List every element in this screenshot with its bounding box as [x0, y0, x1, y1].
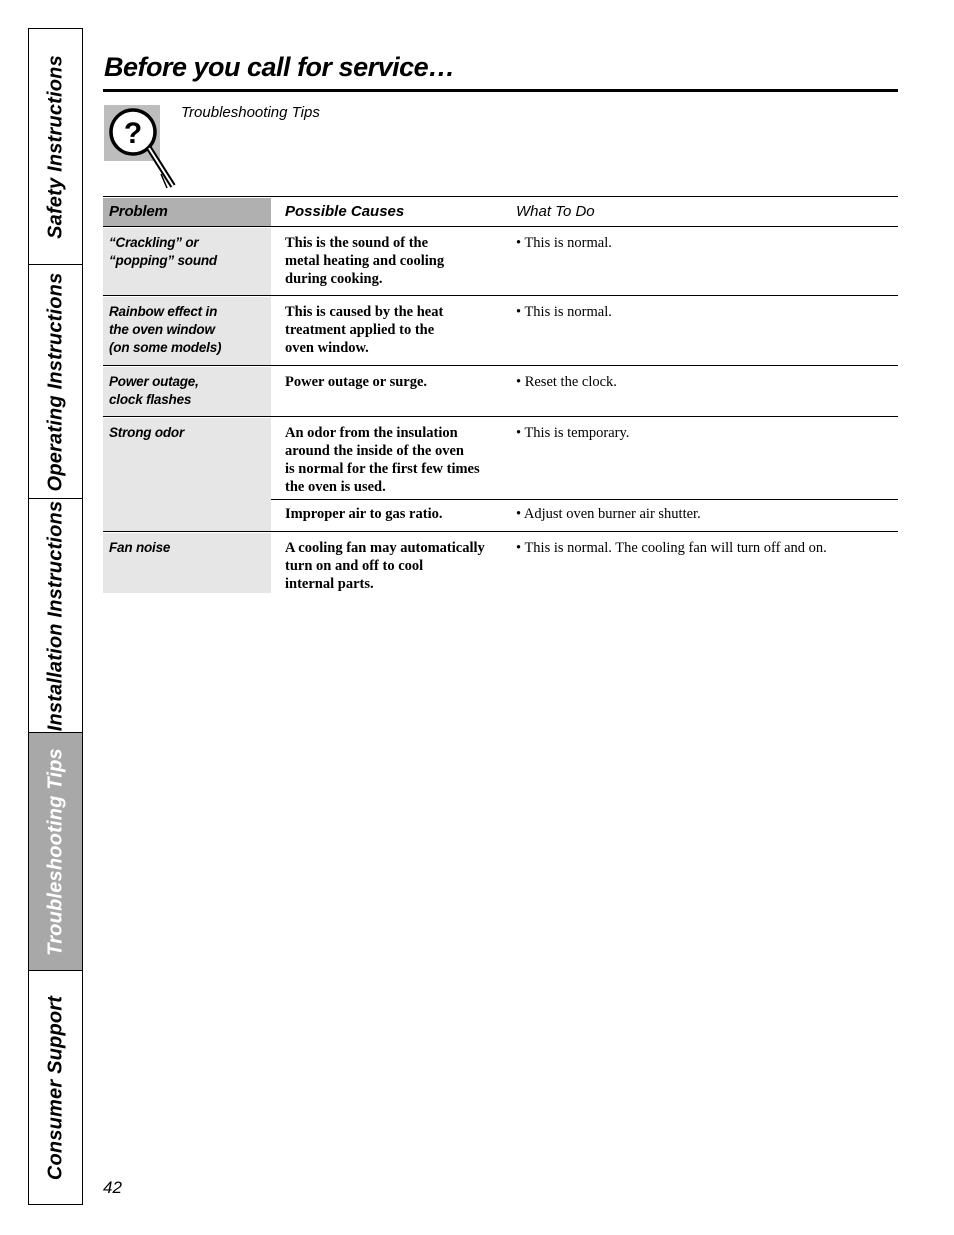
- problem-cell: Rainbow effect in the oven window (on some models): [103, 297, 271, 365]
- table-header-row: [103, 198, 898, 226]
- todo-text: This is normal. The cooling fan will turn off and on.: [524, 540, 827, 556]
- tab-label: Operating Instructions: [44, 272, 66, 491]
- tab-consumer-support[interactable]: [29, 971, 82, 1204]
- tab-troubleshooting-tips[interactable]: [29, 733, 82, 971]
- row-divider: [103, 295, 898, 296]
- problem-cell: Fan noise: [103, 533, 271, 593]
- cause-cell: A cooling fan may automatically turn on and off to cool internal parts.: [285, 540, 485, 592]
- tab-operating-instructions[interactable]: [29, 265, 82, 499]
- table-row: [103, 533, 898, 593]
- todo-cell: • This is temporary.: [516, 425, 630, 441]
- title-rule: [103, 89, 898, 92]
- tab-label: Installation Instructions: [44, 500, 66, 731]
- page-number: 42: [103, 1178, 122, 1197]
- tab-label: Safety Instructions: [44, 54, 66, 239]
- side-tabs: [28, 28, 83, 1205]
- column-header-todo: What To Do: [516, 203, 595, 220]
- todo-cell: • This is normal.: [516, 235, 612, 251]
- page-title: Before you call for service…: [104, 52, 455, 82]
- todo-cell: • This is normal.: [516, 304, 612, 320]
- todo-text: This is temporary.: [524, 425, 630, 441]
- column-header-problem: Problem: [103, 198, 271, 226]
- todo-text: Reset the clock.: [524, 374, 617, 390]
- todo-cell: • Adjust oven burner air shutter.: [516, 506, 701, 522]
- question-magnifier-icon: [103, 104, 183, 192]
- table-row: [103, 228, 898, 295]
- cause-cell: This is caused by the heat treatment applied to the oven window.: [285, 304, 444, 356]
- cause-cell: An odor from the insulation around the inside of the oven is normal for the first few times the oven is used.: [285, 425, 480, 495]
- row-divider: [103, 365, 898, 366]
- cause-cell: This is the sound of the metal heating and cooling during cooking.: [285, 235, 445, 287]
- tab-label: Troubleshooting Tips: [44, 747, 66, 956]
- problem-cell: Power outage, clock flashes: [103, 367, 271, 416]
- row-divider: [103, 531, 898, 532]
- todo-cell: • Reset the clock.: [516, 374, 617, 390]
- svg-text:?: ?: [123, 117, 143, 150]
- todo-text: Adjust oven burner air shutter.: [523, 506, 701, 522]
- table-row: [103, 367, 898, 416]
- section-subtitle: Troubleshooting Tips: [181, 104, 320, 121]
- table-row: [103, 297, 898, 365]
- problem-cell: Strong odor: [103, 418, 271, 531]
- todo-text: This is normal.: [524, 304, 612, 320]
- table-row: [103, 418, 898, 531]
- sub-row-divider: [271, 499, 898, 500]
- todo-cell: • This is normal. The cooling fan will turn off and on.: [516, 540, 827, 556]
- cause-cell: Power outage or surge.: [285, 374, 428, 390]
- row-divider: [103, 416, 898, 417]
- tab-safety-instructions[interactable]: [29, 29, 82, 265]
- row-divider: [103, 226, 898, 227]
- problem-cell: “Crackling” or “popping” sound: [103, 228, 271, 295]
- tab-label: Consumer Support: [44, 995, 66, 1180]
- column-header-causes: Possible Causes: [285, 203, 405, 220]
- todo-text: This is normal.: [524, 235, 612, 251]
- table-top-rule: [103, 196, 898, 197]
- tab-installation-instructions[interactable]: [29, 499, 82, 733]
- cause-cell: Improper air to gas ratio.: [285, 506, 443, 522]
